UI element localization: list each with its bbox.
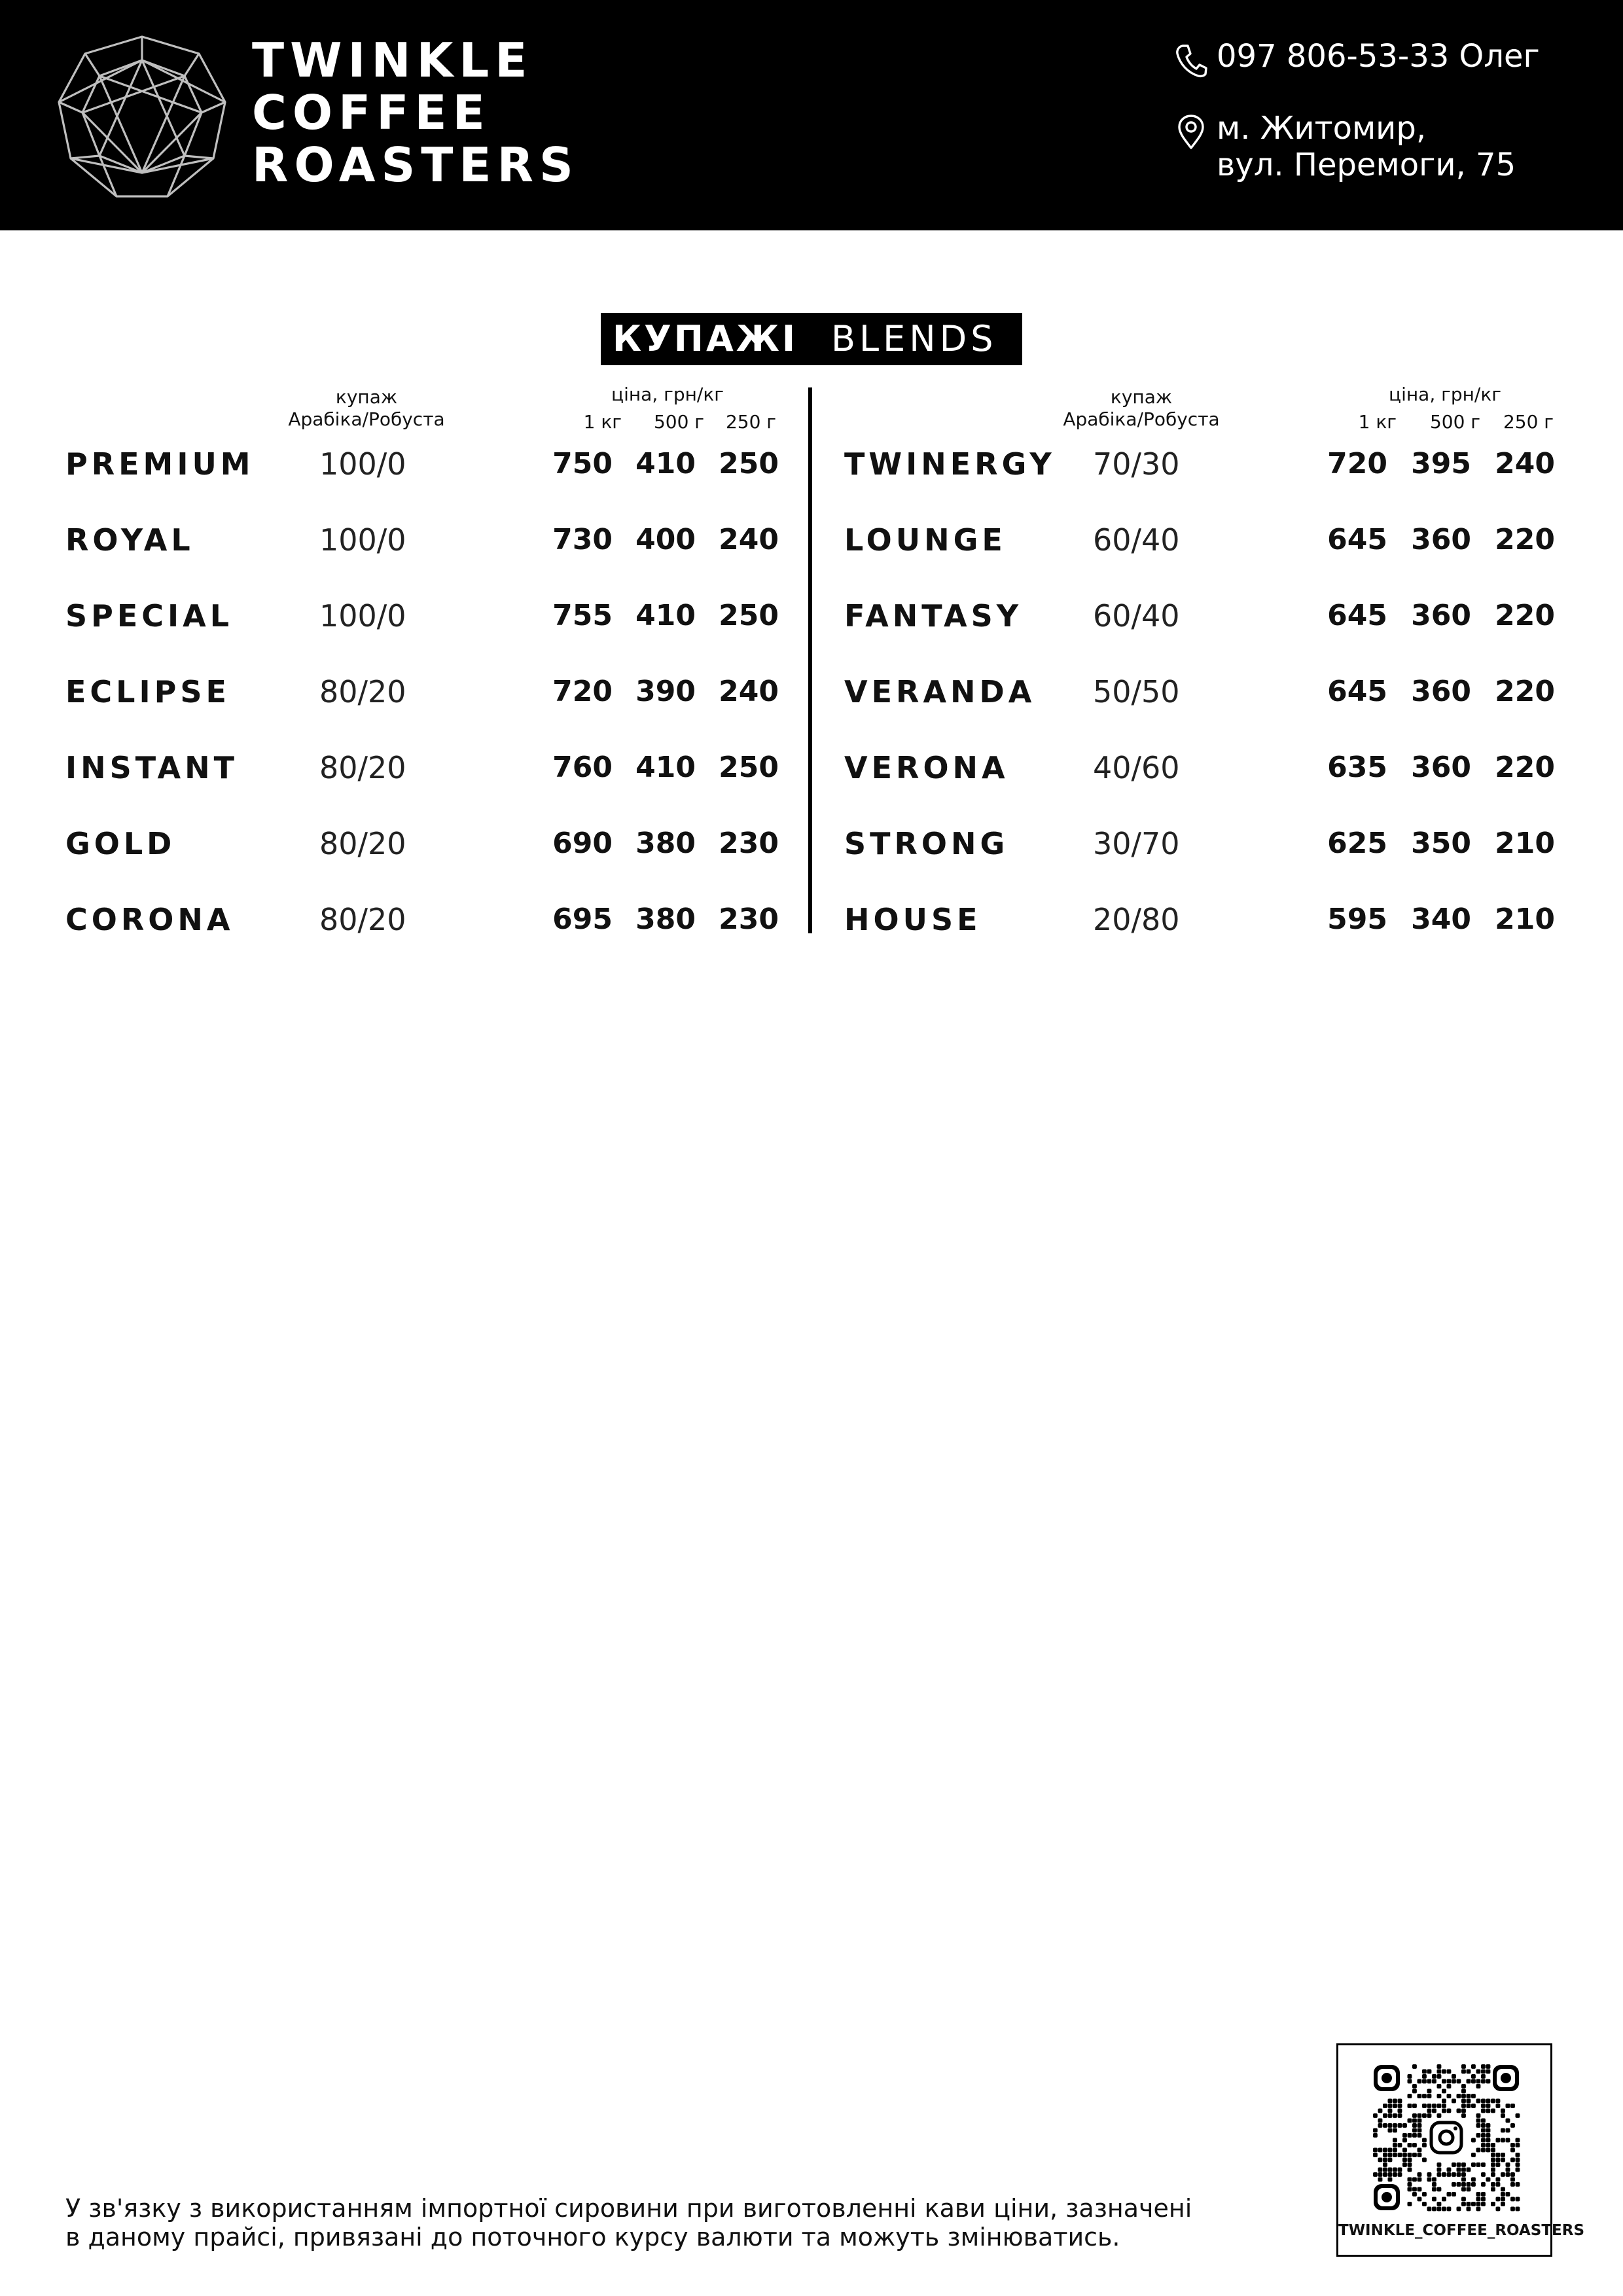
blend-ratio: 50/50 bbox=[1093, 674, 1180, 709]
price-250g: 230 bbox=[719, 903, 779, 936]
price-250g: 240 bbox=[1495, 447, 1555, 480]
price-1kg: 645 bbox=[1327, 523, 1387, 556]
blend-name: STRONG bbox=[844, 826, 1009, 861]
blend-header-line1: купаж bbox=[1110, 386, 1173, 408]
price-500g: 350 bbox=[1411, 827, 1471, 860]
table-row bbox=[0, 517, 1623, 563]
price-500g: 410 bbox=[635, 447, 696, 480]
phone-number[interactable]: 097 806-53-33 Олег bbox=[1217, 38, 1540, 75]
price-250g: 240 bbox=[719, 675, 779, 708]
price-500g: 380 bbox=[635, 827, 696, 860]
address-text bbox=[1217, 110, 1516, 183]
price-1kg: 595 bbox=[1327, 903, 1387, 936]
price-250g: 220 bbox=[1495, 599, 1555, 632]
table-row bbox=[0, 745, 1623, 791]
blend-name: GOLD bbox=[65, 826, 176, 861]
table-row bbox=[0, 669, 1623, 715]
blend-ratio: 100/0 bbox=[319, 446, 406, 482]
blend-name: HOUSE bbox=[844, 902, 982, 937]
blend-ratio: 80/20 bbox=[319, 750, 406, 785]
address-contact bbox=[1175, 110, 1594, 188]
geometric-crystal-logo-icon bbox=[56, 34, 228, 199]
section-title-ukrainian: КУПАЖІ bbox=[613, 318, 798, 359]
phone-icon bbox=[1175, 42, 1207, 79]
price-500g: 410 bbox=[635, 751, 696, 784]
price-1kg: 730 bbox=[552, 523, 613, 556]
price-1kg: 695 bbox=[552, 903, 613, 936]
price-1kg: 645 bbox=[1327, 675, 1387, 708]
blend-ratio: 20/80 bbox=[1093, 902, 1180, 937]
blend-ratio: 80/20 bbox=[319, 674, 406, 709]
price-250g: 210 bbox=[1495, 903, 1555, 936]
price-500g: 380 bbox=[635, 903, 696, 936]
price-1kg: 760 bbox=[552, 751, 613, 784]
section-title bbox=[601, 313, 1022, 365]
blend-name: PREMIUM bbox=[65, 446, 255, 482]
blend-ratio: 80/20 bbox=[319, 826, 406, 861]
price-500g: 360 bbox=[1411, 599, 1471, 632]
left-price-header: ціна, грн/кг bbox=[611, 384, 724, 405]
table-row bbox=[0, 441, 1623, 487]
blend-name: LOUNGE bbox=[844, 522, 1007, 558]
price-1kg: 635 bbox=[1327, 751, 1387, 784]
blend-name: FANTASY bbox=[844, 598, 1023, 634]
instagram-qr-code-icon[interactable] bbox=[1372, 2064, 1520, 2212]
brand-line-2: COFFEE bbox=[252, 85, 491, 140]
price-500g: 360 bbox=[1411, 523, 1471, 556]
blend-name: INSTANT bbox=[65, 750, 239, 785]
price-250g: 250 bbox=[719, 599, 779, 632]
blend-ratio: 30/70 bbox=[1093, 826, 1180, 861]
table-row bbox=[0, 593, 1623, 639]
address-line-1: м. Житомир, bbox=[1217, 110, 1427, 147]
left-size-250g: 250 г bbox=[725, 411, 776, 433]
price-250g: 220 bbox=[1495, 523, 1555, 556]
price-500g: 360 bbox=[1411, 751, 1471, 784]
brand-line-1: TWINKLE bbox=[252, 33, 533, 88]
section-title-english: BLENDS bbox=[831, 318, 997, 359]
price-500g: 395 bbox=[1411, 447, 1471, 480]
right-size-250g: 250 г bbox=[1503, 411, 1554, 433]
blend-ratio: 70/30 bbox=[1093, 446, 1180, 482]
blend-ratio: 80/20 bbox=[319, 902, 406, 937]
blend-name: VERONA bbox=[844, 750, 1009, 785]
price-250g: 210 bbox=[1495, 827, 1555, 860]
blend-header-line1: купаж bbox=[335, 386, 398, 408]
instagram-qr-card[interactable] bbox=[1336, 2043, 1585, 2257]
price-1kg: 690 bbox=[552, 827, 613, 860]
blend-ratio: 60/40 bbox=[1093, 598, 1180, 634]
blend-header-line2: Арабіка/Робуста bbox=[288, 408, 445, 430]
blend-name: TWINERGY bbox=[844, 446, 1056, 482]
price-250g: 230 bbox=[719, 827, 779, 860]
price-250g: 220 bbox=[1495, 751, 1555, 784]
price-500g: 390 bbox=[635, 675, 696, 708]
left-size-1kg: 1 кг bbox=[583, 411, 622, 433]
price-500g: 340 bbox=[1411, 903, 1471, 936]
price-1kg: 625 bbox=[1327, 827, 1387, 860]
table-row bbox=[0, 897, 1623, 942]
brand-name bbox=[252, 34, 579, 191]
price-1kg: 720 bbox=[1327, 447, 1387, 480]
location-pin-icon bbox=[1175, 114, 1207, 151]
price-disclaimer bbox=[65, 2194, 1243, 2251]
blend-ratio: 40/60 bbox=[1093, 750, 1180, 785]
blend-name: CORONA bbox=[65, 902, 234, 937]
table-row bbox=[0, 821, 1623, 867]
blend-name: ECLIPSE bbox=[65, 674, 230, 709]
brand-line-3: ROASTERS bbox=[252, 137, 579, 192]
price-500g: 410 bbox=[635, 599, 696, 632]
price-1kg: 755 bbox=[552, 599, 613, 632]
price-1kg: 750 bbox=[552, 447, 613, 480]
blend-name: SPECIAL bbox=[65, 598, 234, 634]
blend-ratio: 60/40 bbox=[1093, 522, 1180, 558]
instagram-handle[interactable]: TWINKLE_COFFEE_ROASTERS bbox=[1338, 2222, 1585, 2239]
right-blend-header bbox=[1050, 386, 1233, 431]
blend-ratio: 100/0 bbox=[319, 598, 406, 634]
right-price-header: ціна, грн/кг bbox=[1389, 384, 1501, 405]
phone-contact[interactable] bbox=[1175, 38, 1594, 77]
right-size-1kg: 1 кг bbox=[1358, 411, 1397, 433]
blend-ratio: 100/0 bbox=[319, 522, 406, 558]
price-250g: 250 bbox=[719, 447, 779, 480]
left-blend-header bbox=[275, 386, 458, 431]
price-1kg: 645 bbox=[1327, 599, 1387, 632]
blend-header-line2: Арабіка/Робуста bbox=[1063, 408, 1220, 430]
right-size-500g: 500 г bbox=[1429, 411, 1480, 433]
disclaimer-line-1: У зв'язку з використанням імпортної сировини при виготовленні кави ціни, зазначені bbox=[65, 2194, 1192, 2223]
address-line-2: вул. Перемоги, 75 bbox=[1217, 147, 1516, 183]
left-size-500g: 500 г bbox=[653, 411, 704, 433]
disclaimer-line-2: в даному прайсі, привязані до поточного курсу валюти та можуть змінюватись. bbox=[65, 2223, 1120, 2251]
header-bar bbox=[0, 0, 1623, 230]
price-1kg: 720 bbox=[552, 675, 613, 708]
blend-name: VERANDA bbox=[844, 674, 1036, 709]
price-500g: 400 bbox=[635, 523, 696, 556]
blend-name: ROYAL bbox=[65, 522, 194, 558]
price-250g: 250 bbox=[719, 751, 779, 784]
price-250g: 240 bbox=[719, 523, 779, 556]
price-500g: 360 bbox=[1411, 675, 1471, 708]
price-250g: 220 bbox=[1495, 675, 1555, 708]
